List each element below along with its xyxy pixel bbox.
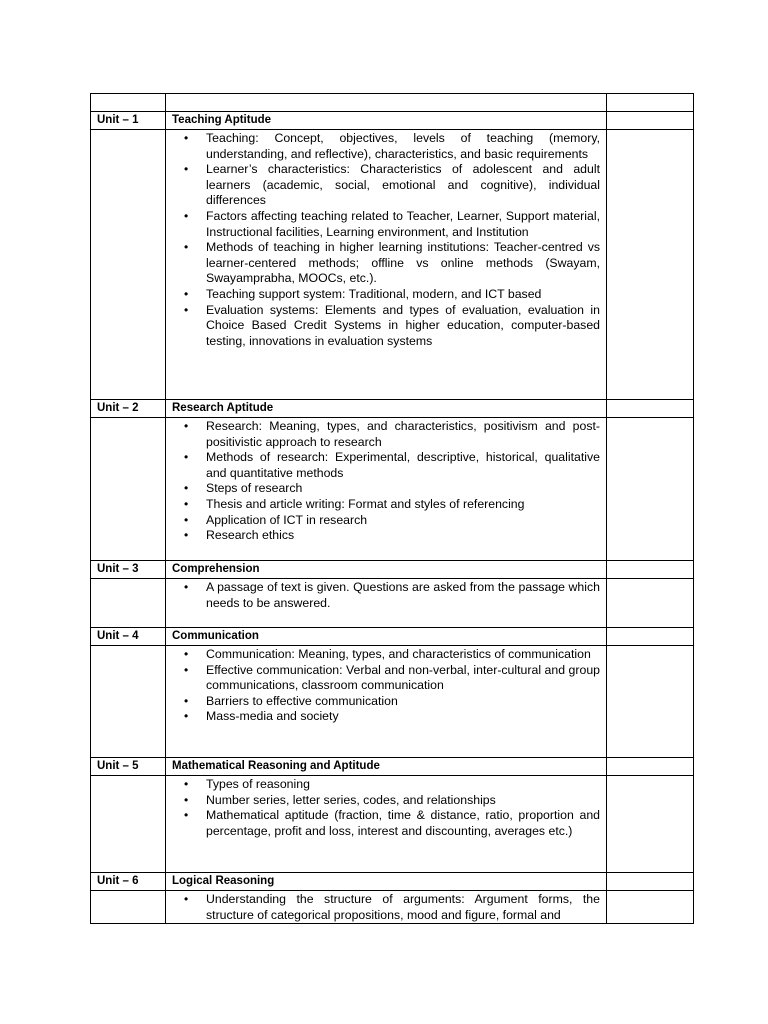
bullet-icon: • [184,481,189,496]
bullet-icon: • [184,647,189,661]
bullet-icon: • [184,162,189,177]
empty-cell [91,94,166,112]
empty-cell [607,873,694,891]
topic-item [184,693,600,710]
unit-topics-cell [166,891,607,924]
unit-label: Unit – 6 [91,873,166,891]
empty-cell [166,94,607,112]
bullet-icon: • [184,580,189,594]
topic-text: Barriers to effective communication [206,693,398,708]
table-header-row [91,94,694,112]
topic-text: Effective communication: Verbal and non-verbal, inter-cultural and group communications, classroom communication [206,662,600,693]
topic-list [166,580,600,611]
syllabus-table [90,93,694,924]
topic-list [166,131,600,349]
topic-text: Types of reasoning [206,777,310,791]
empty-cell [607,94,694,112]
topic-text: Teaching support system: Traditional, modern, and ICT based [206,286,542,301]
unit-body-row [91,891,694,924]
empty-cell [607,579,694,628]
topic-text: Mass-media and society [206,709,339,724]
topic-text: Communication: Meaning, types, and characteristics of communication [206,647,591,661]
topic-text: Research ethics [206,528,295,543]
topic-item [184,131,600,162]
empty-cell [607,112,694,130]
unit-label: Unit – 1 [91,112,166,130]
syllabus-table-body [91,94,694,924]
topic-text: Thesis and article writing: Format and styles of referencing [206,496,525,511]
topic-item [184,662,600,694]
unit-header-row [91,561,694,579]
topic-item [184,286,600,303]
topic-list [166,647,600,725]
bullet-icon: • [184,208,189,223]
bullet-icon: • [184,892,189,906]
topic-list [166,892,600,923]
topic-item [184,528,600,544]
unit-header-row [91,873,694,891]
unit-title: Research Aptitude [166,400,607,418]
topic-item [184,647,600,663]
unit-label: Unit – 3 [91,561,166,579]
bullet-icon: • [184,693,189,708]
bullet-icon: • [184,709,189,724]
bullet-icon: • [184,808,189,823]
empty-cell [91,130,166,400]
unit-topics-cell [166,579,607,628]
unit-header-row [91,628,694,646]
unit-body-row [91,579,694,628]
empty-cell [607,758,694,776]
unit-body-row [91,130,694,400]
topic-item [184,777,600,793]
topic-item [184,709,600,725]
topic-item [184,580,600,611]
topic-text: Teaching: Concept, objectives, levels of teaching (memory, understanding, and reflective), characteristics, and basic requirements [206,131,600,161]
unit-title: Communication [166,628,607,646]
topic-item [184,481,600,497]
topic-item [184,792,600,809]
topic-text: Steps of research [206,481,303,496]
empty-cell [91,776,166,873]
topic-text: Learner’s characteristics: Characteristics of adolescent and adult learners (academic, social, emotional and cognitive), individual differences [206,162,600,208]
empty-cell [91,418,166,561]
bullet-icon: • [184,528,189,543]
unit-body-row [91,646,694,758]
unit-body-row [91,776,694,873]
topic-item [184,302,600,350]
topic-item [184,892,600,923]
topic-text: Understanding the structure of arguments: Argument forms, the structure of categorical propositions, mood and figure, formal and [206,892,600,922]
topic-text: Methods of teaching in higher learning institutions: Teacher-centred vs learner-centered methods; offline vs online methods (Swayam, Swayamprabha, MOOCs, etc.). [206,240,600,286]
empty-cell [607,130,694,400]
empty-cell [607,776,694,873]
empty-cell [91,646,166,758]
topic-list [166,777,600,839]
bullet-icon: • [184,777,189,791]
unit-header-row [91,112,694,130]
unit-title: Mathematical Reasoning and Aptitude [166,758,607,776]
bullet-icon: • [184,419,189,433]
bullet-icon: • [184,302,189,317]
empty-cell [607,400,694,418]
unit-header-row [91,400,694,418]
bullet-icon: • [184,496,189,511]
empty-cell [91,891,166,924]
unit-body-row [91,418,694,561]
topic-text: Research: Meaning, types, and characteristics, positivism and post-positivistic approach to research [206,419,600,449]
topic-text: A passage of text is given. Questions are asked from the passage which needs to be answered. [206,580,600,610]
topic-text: Factors affecting teaching related to Teacher, Learner, Support material, Instructional facilities, Learning environment, and Institution [206,208,600,239]
topic-item [184,512,600,529]
bullet-icon: • [184,450,189,465]
topic-text: Application of ICT in research [206,512,368,527]
empty-cell [607,891,694,924]
empty-cell [607,561,694,579]
unit-title: Teaching Aptitude [166,112,607,130]
unit-header-row [91,758,694,776]
bullet-icon: • [184,240,189,255]
empty-cell [607,646,694,758]
unit-topics-cell [166,418,607,561]
empty-cell [607,418,694,561]
empty-cell [607,628,694,646]
unit-label: Unit – 5 [91,758,166,776]
topic-item [184,208,600,240]
unit-title: Logical Reasoning [166,873,607,891]
unit-topics-cell [166,776,607,873]
bullet-icon: • [184,131,189,145]
bullet-icon: • [184,662,189,677]
unit-label: Unit – 2 [91,400,166,418]
topic-item [184,240,600,287]
unit-topics-cell [166,646,607,758]
bullet-icon: • [184,792,189,807]
topic-list [166,419,600,544]
unit-title: Comprehension [166,561,607,579]
bullet-icon: • [184,286,189,301]
topic-text: Mathematical aptitude (fraction, time & distance, ratio, proportion and percentage, profit and loss, interest and discounting, averages etc.) [206,808,600,838]
topic-text: Number series, letter series, codes, and relationships [206,792,496,807]
unit-topics-cell [166,130,607,400]
topic-item [184,419,600,450]
topic-item [184,496,600,513]
unit-label: Unit – 4 [91,628,166,646]
topic-item [184,450,600,481]
topic-text: Evaluation systems: Elements and types of evaluation, evaluation in Choice Based Credit Systems in higher education, computer-based testing, innovations in evaluation systems [206,302,600,348]
topic-item [184,162,600,209]
topic-text: Methods of research: Experimental, descriptive, historical, qualitative and quantitative methods [206,450,600,480]
bullet-icon: • [184,512,189,527]
topic-item [184,808,600,839]
empty-cell [91,579,166,628]
